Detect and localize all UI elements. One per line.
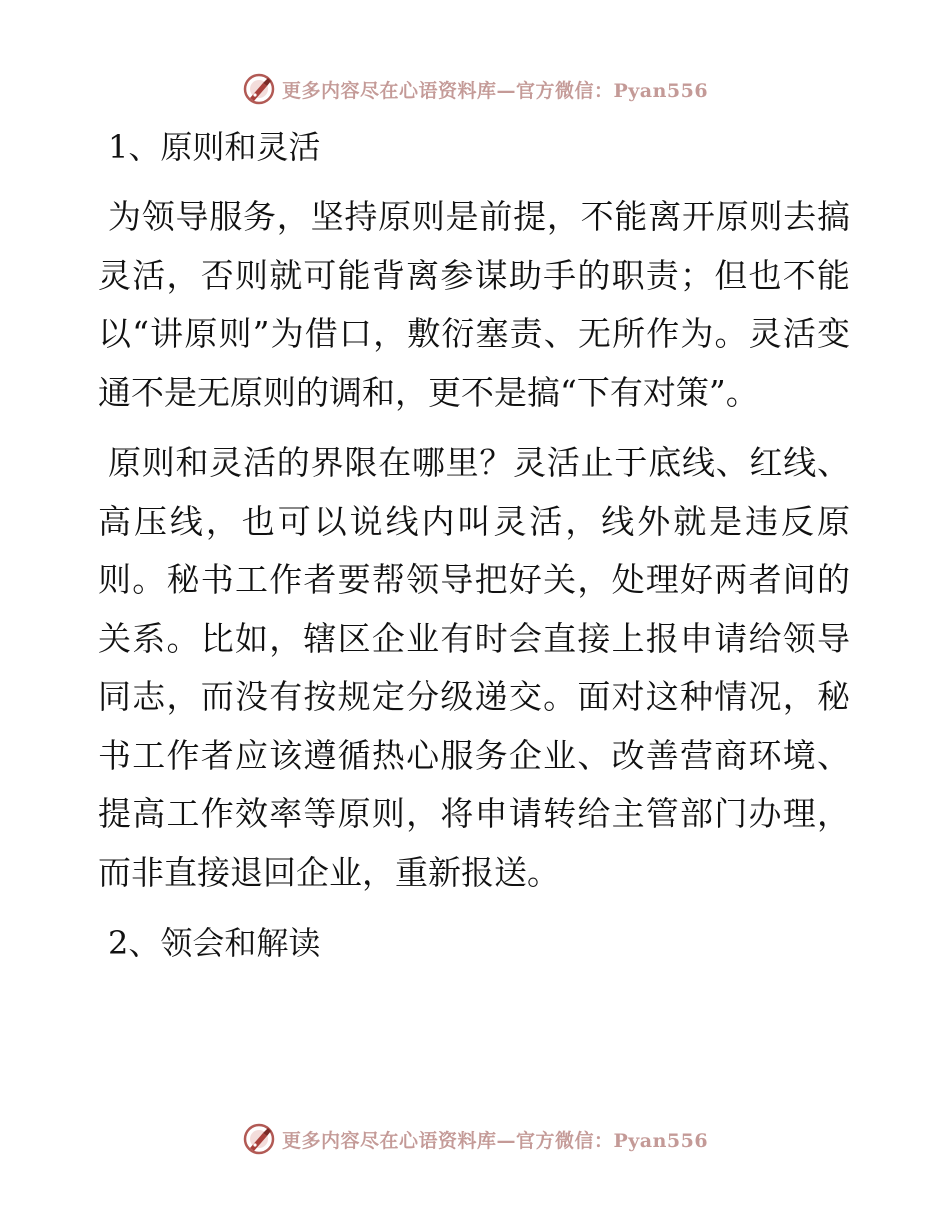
paragraph-1: 为领导服务，坚持原则是前提，不能离开原则去搞灵活，否则就可能背离参谋助手的职责；但也不能以“讲原则”为借口，敷衍塞责、无所作为。灵活变通不是无原则的调和，更不是搞“下有对策”。 bbox=[98, 197, 850, 412]
watermark-text: 更多内容尽在心语资料库—官方微信：Pyan556 bbox=[281, 1129, 709, 1152]
section-heading-2: 2、领会和解读 bbox=[108, 924, 321, 962]
header-watermark-banner bbox=[0, 72, 950, 106]
footer-watermark-banner bbox=[0, 1122, 950, 1156]
section-heading-1: 1、原则和灵活 bbox=[108, 128, 321, 166]
watermark-text: 更多内容尽在心语资料库—官方微信：Pyan556 bbox=[281, 79, 709, 102]
fountain-pen-logo-icon bbox=[242, 72, 276, 106]
paragraph-2: 原则和灵活的界限在哪里？灵活止于底线、红线、高压线，也可以说线内叫灵活，线外就是违反原则。秘书工作者要帮领导把好关，处理好两者间的关系。比如，辖区企业有时会直接上报申请给领导同志，而没有按规定分级递交。面对这种情况，秘书工作者应该遵循热心服务企业、改善营商环境、提高工作效率等原则，将申请转给主管部门办理，而非直接退回企业，重新报送。 bbox=[98, 443, 850, 892]
fountain-pen-logo-icon bbox=[242, 1122, 276, 1156]
document-body bbox=[98, 118, 850, 984]
